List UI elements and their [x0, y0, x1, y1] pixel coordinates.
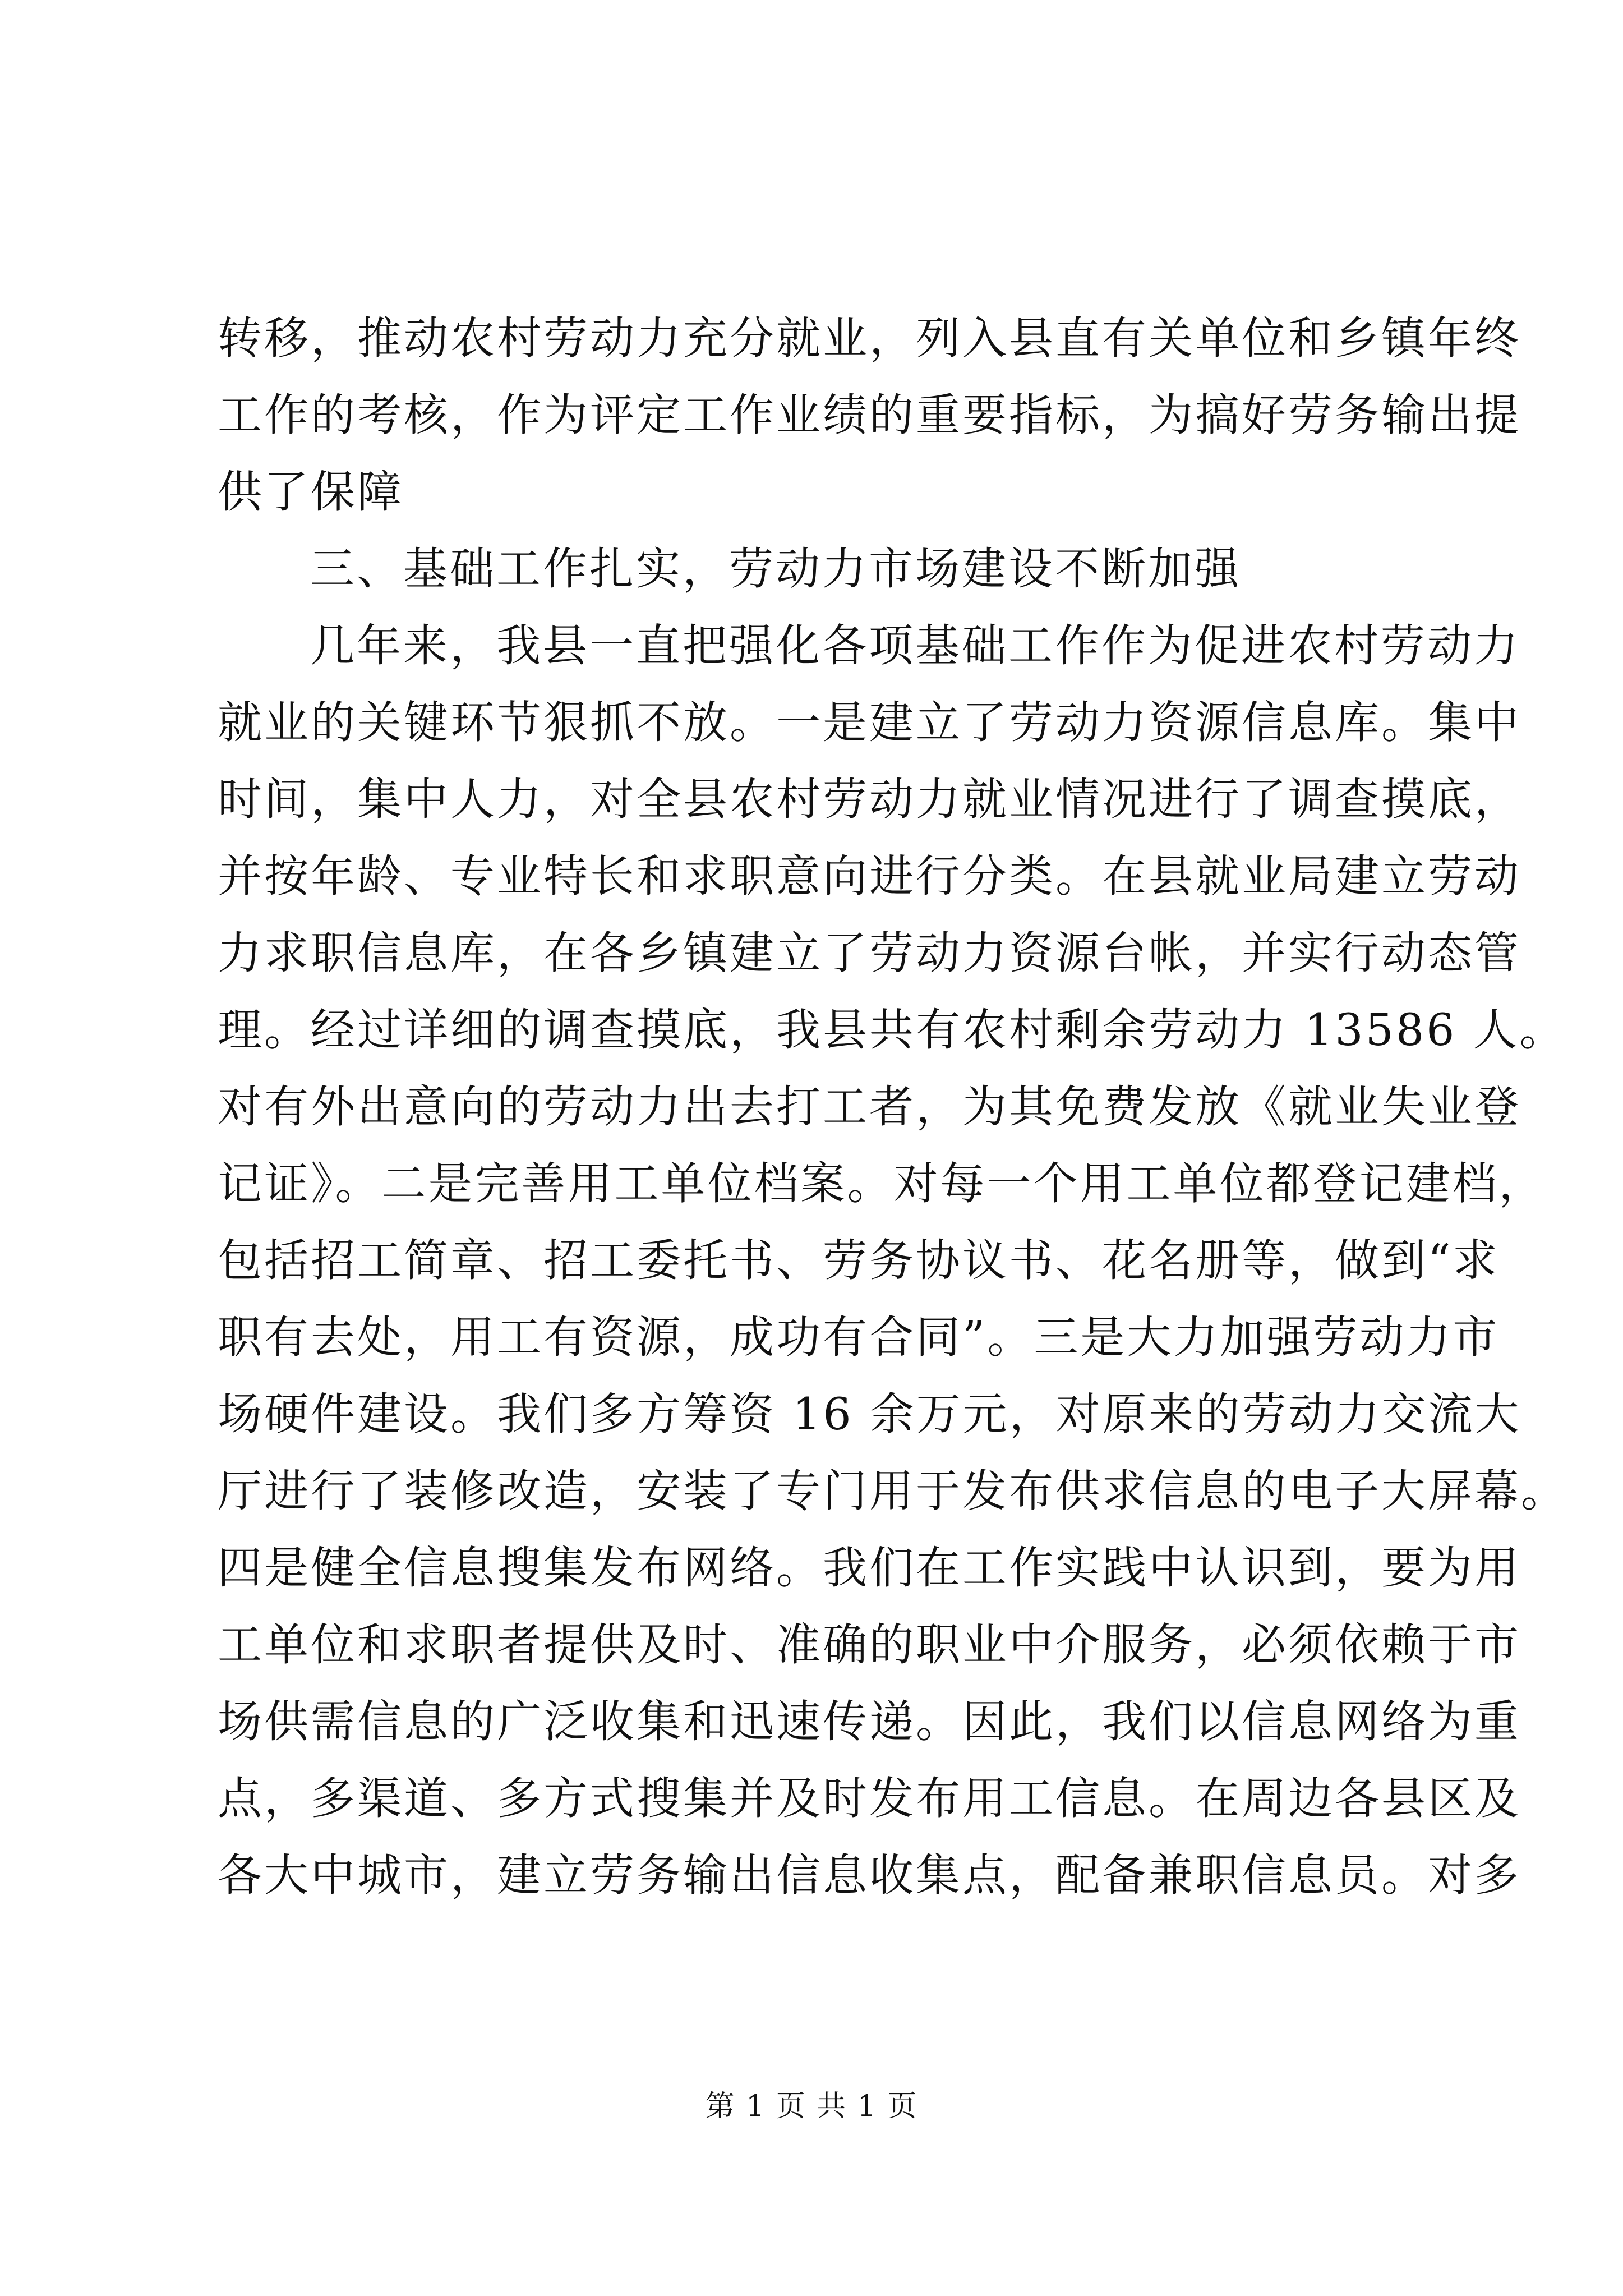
paragraph-2-line-10: 职有去处，用工有资源，成功有合同”。三是大力加强劳动力市	[218, 1312, 1500, 1363]
document-body	[218, 300, 1567, 1914]
section-heading: 三、基础工作扎实，劳动力市场建设不断加强	[310, 543, 1241, 595]
paragraph-2-line-11: 场硬件建设。我们多方筹资 16 余万元，对原来的劳动力交流大	[218, 1388, 1521, 1440]
paragraph-2-line-17: 各大中城市，建立劳务输出信息收集点，配备兼职信息员。对多	[218, 1849, 1521, 1901]
paragraph-2-line-3: 时间，集中人力，对全县农村劳动力就业情况进行了调查摸底，	[218, 774, 1521, 825]
paragraph-1-line-1: 转移，推动农村劳动力充分就业，列入县直有关单位和乡镇年终	[218, 312, 1521, 364]
paragraph-1-line-2: 工作的考核，作为评定工作业绩的重要指标，为搞好劳务输出提	[218, 389, 1521, 441]
paragraph-2-line-14: 工单位和求职者提供及时、准确的职业中介服务，必须依赖于市	[218, 1619, 1521, 1671]
paragraph-2-line-6: 理。经过详细的调查摸底，我县共有农村剩余劳动力 13586 人。	[218, 1004, 1566, 1056]
paragraph-2-line-12: 厅进行了装修改造，安装了专门用于发布供求信息的电子大屏幕。	[218, 1465, 1567, 1517]
paragraph-2-line-13: 四是健全信息搜集发布网络。我们在工作实践中认识到，要为用	[218, 1542, 1521, 1594]
paragraph-2-line-15: 场供需信息的广泛收集和迅速传递。因此，我们以信息网络为重	[218, 1696, 1521, 1747]
paragraph-2-line-4: 并按年龄、专业特长和求职意向进行分类。在县就业局建立劳动	[218, 850, 1521, 902]
paragraph-1-line-3: 供了保障	[218, 466, 404, 518]
paragraph-2-line-2: 就业的关键环节狠抓不放。一是建立了劳动力资源信息库。集中	[218, 697, 1521, 748]
paragraph-2-line-1: 几年来，我县一直把强化各项基础工作作为促进农村劳动力	[310, 620, 1520, 671]
paragraph-2-line-5: 力求职信息库，在各乡镇建立了劳动力资源台帐，并实行动态管	[218, 927, 1521, 979]
paragraph-2-line-9: 包括招工简章、招工委托书、劳务协议书、花名册等，做到“求	[218, 1235, 1500, 1286]
paragraph-2-line-16: 点，多渠道、多方式搜集并及时发布用工信息。在周边各县区及	[218, 1773, 1521, 1824]
page-footer: 第 1 页 共 1 页	[705, 2090, 918, 2123]
paragraph-2-line-8: 记证》。二是完善用工单位档案。对每一个用工单位都登记建档，	[218, 1158, 1546, 1209]
paragraph-2-line-7: 对有外出意向的劳动力出去打工者，为其免费发放《就业失业登	[218, 1081, 1521, 1133]
